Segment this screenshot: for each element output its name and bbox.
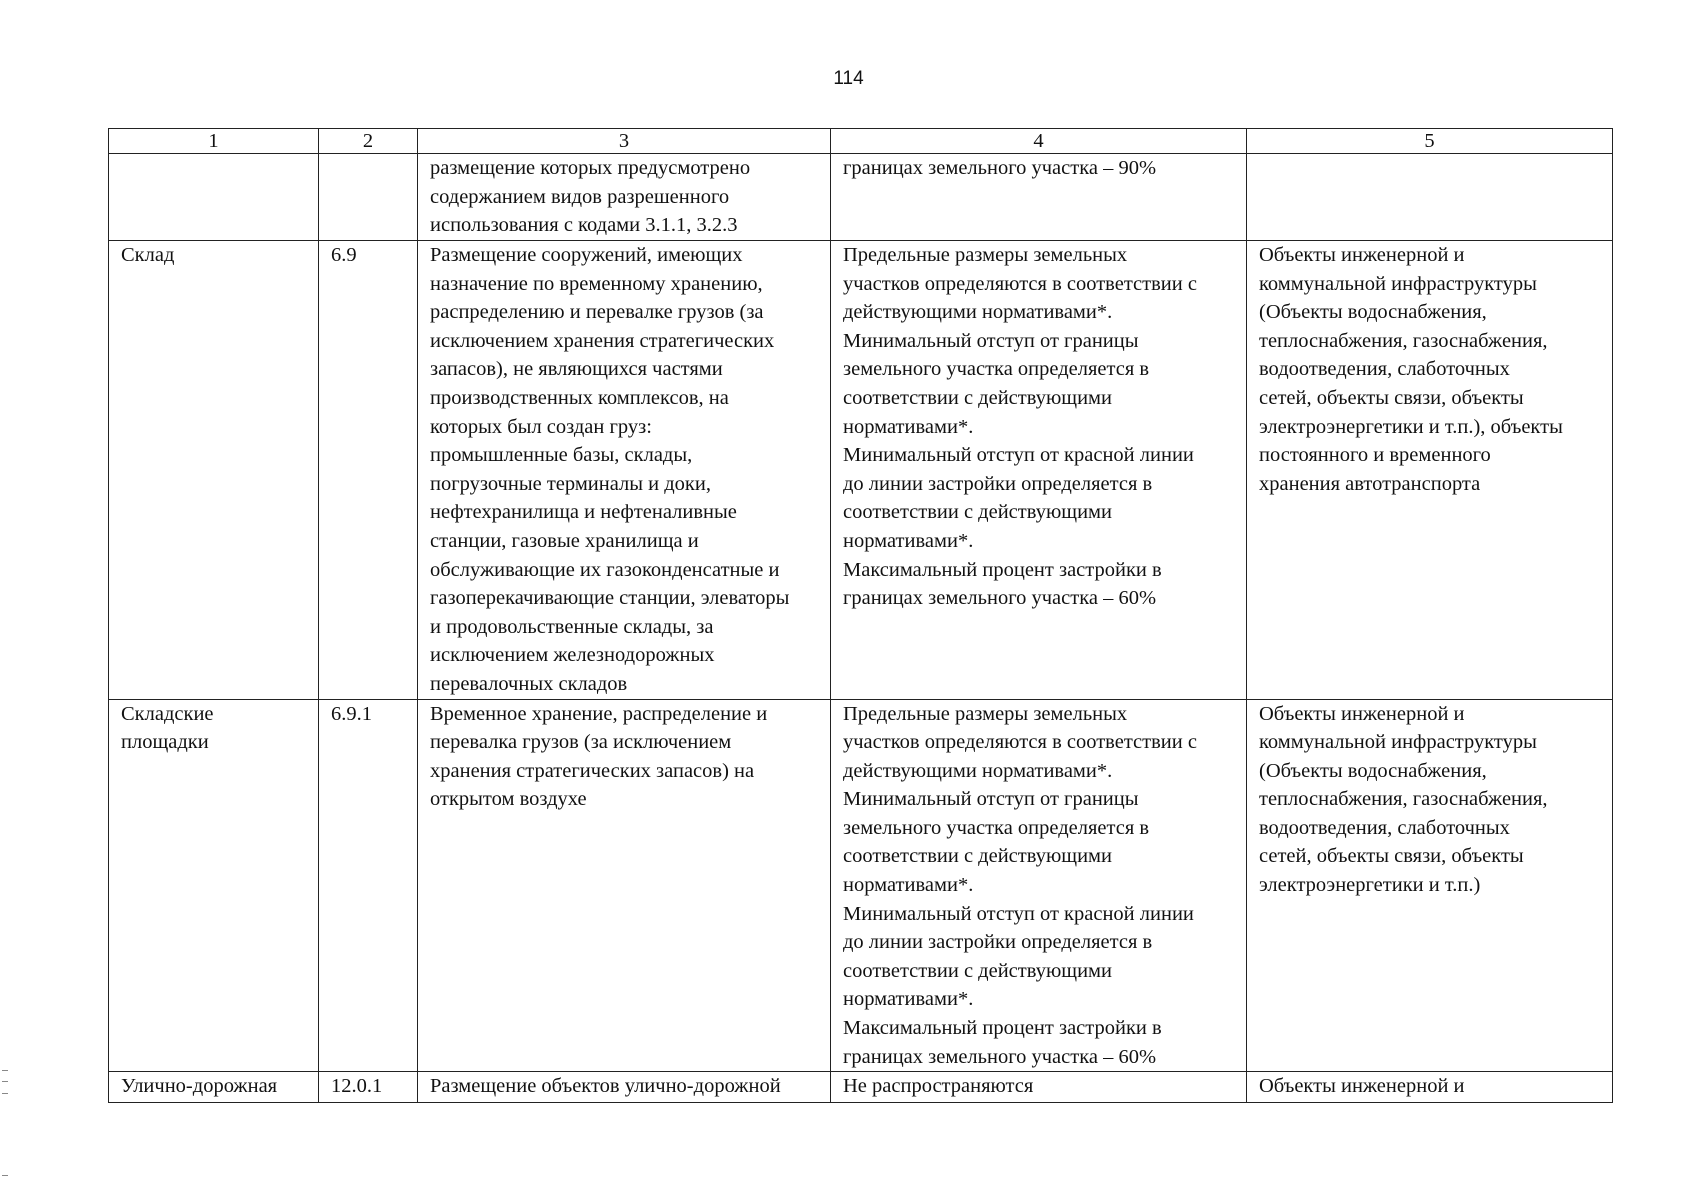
land-use-table: [108, 128, 1613, 1103]
page-number: 114: [833, 68, 864, 89]
use-description-cell: Размещение объектов улично-дорожной: [418, 1072, 831, 1103]
auxiliary-objects-cell: Объекты инженерной и коммунальной инфраструктуры (Объекты водоснабжения, теплоснабжения, газоснабжения, водоотведения, слаботочных сетей, объекты связи, объекты электроэнергетики и т.п.), объекты постоянного и временного хранения автотранспорта: [1247, 241, 1613, 700]
table-row: [109, 154, 1613, 241]
auxiliary-objects-cell: Объекты инженерной и: [1247, 1072, 1613, 1103]
column-header: 1: [109, 129, 319, 154]
parameters-cell: Предельные размеры земельных участков определяются в соответствии с действующими нормативами*. Минимальный отступ от границы земельного участка определяется в соответствии с действующими нормативами*. Минимальный отступ от красной линии до линии застройки определяется в соответствии с действующими нормативами*. Максимальный процент застройки в границах земельного участка – 60%: [831, 241, 1247, 700]
scan-margin-dash: [2, 1175, 8, 1176]
auxiliary-objects-cell: [1247, 154, 1613, 241]
table-row: [109, 699, 1613, 1072]
column-header: 5: [1247, 129, 1613, 154]
table-row: [109, 1072, 1613, 1103]
column-header: 3: [418, 129, 831, 154]
table-row: [109, 241, 1613, 700]
use-description-cell: размещение которых предусмотрено содержанием видов разрешенного использования с кодами 3.1.1, 3.2.3: [418, 154, 831, 241]
table-header-row: [109, 129, 1613, 154]
parameters-cell: Не распространяются: [831, 1072, 1247, 1103]
use-name-cell: Складские площадки: [109, 699, 319, 1072]
use-code-cell: 12.0.1: [319, 1072, 418, 1103]
use-code-cell: 6.9: [319, 241, 418, 700]
parameters-cell: границах земельного участка – 90%: [831, 154, 1247, 241]
use-code-cell: [319, 154, 418, 241]
use-name-cell: [109, 154, 319, 241]
column-header: 2: [319, 129, 418, 154]
parameters-cell: Предельные размеры земельных участков определяются в соответствии с действующими нормативами*. Минимальный отступ от границы земельного участка определяется в соответствии с действующими нормативами*. Минимальный отступ от красной линии до линии застройки определяется в соответствии с действующими нормативами*. Максимальный процент застройки в границах земельного участка – 60%: [831, 699, 1247, 1072]
use-description-cell: Размещение сооружений, имеющих назначение по временному хранению, распределению и перевалке грузов (за исключением хранения стратегических запасов), не являющихся частями производственных комплексов, на которых был создан груз: промышленные базы, склады, погрузочные терминалы и доки, нефтехранилища и нефтеналивные станции, газовые хранилища и обслуживающие их газоконденсатные и газоперекачивающие станции, элеваторы и продовольственные склады, за исключением железнодорожных перевалочных складов: [418, 241, 831, 700]
scan-margin-mark: [2, 1070, 8, 1094]
use-code-cell: 6.9.1: [319, 699, 418, 1072]
use-name-cell: Улично-дорожная: [109, 1072, 319, 1103]
use-name-cell: Склад: [109, 241, 319, 700]
use-description-cell: Временное хранение, распределение и перевалка грузов (за исключением хранения стратегических запасов) на открытом воздухе: [418, 699, 831, 1072]
column-header: 4: [831, 129, 1247, 154]
auxiliary-objects-cell: Объекты инженерной и коммунальной инфраструктуры (Объекты водоснабжения, теплоснабжения, газоснабжения, водоотведения, слаботочных сетей, объекты связи, объекты электроэнергетики и т.п.): [1247, 699, 1613, 1072]
